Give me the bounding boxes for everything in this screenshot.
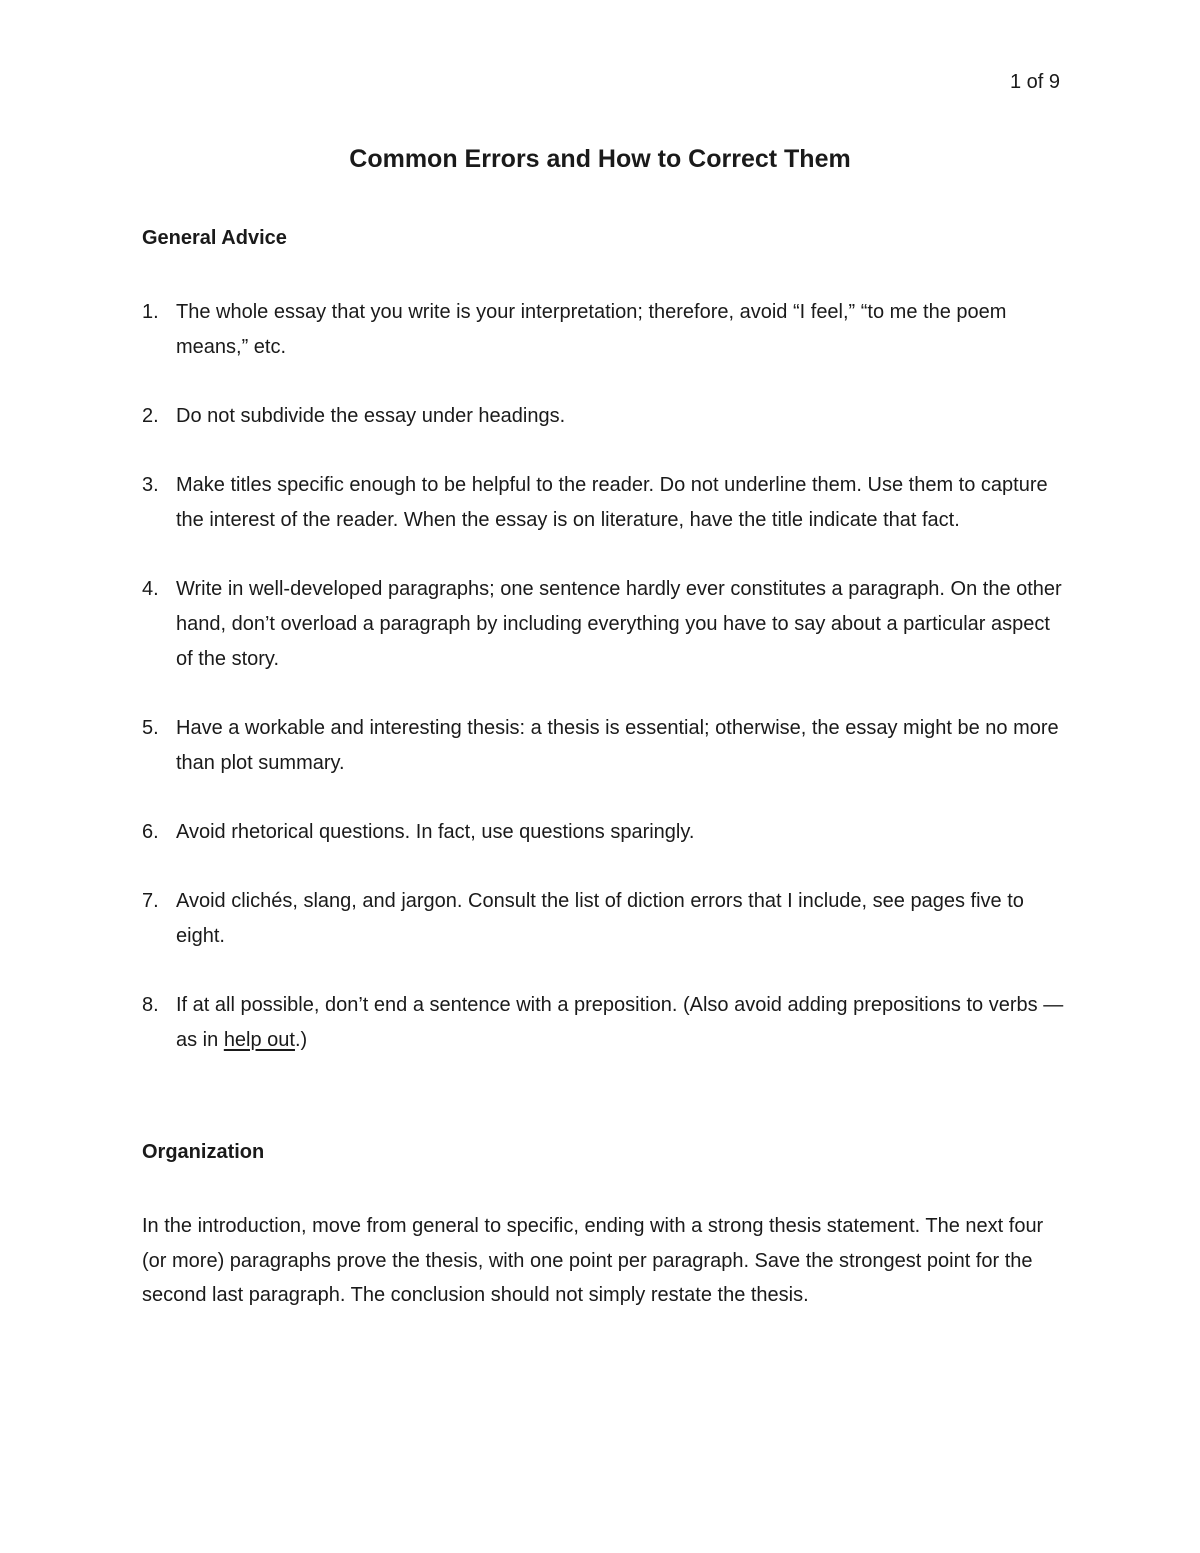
organization-heading: Organization bbox=[142, 1141, 265, 1163]
advice-number: 7. bbox=[142, 890, 159, 912]
document-title: Common Errors and How to Correct Them bbox=[349, 145, 851, 173]
advice-item-8 bbox=[142, 988, 1072, 1058]
advice-text: Write in well-developed paragraphs; one sentence hardly ever constitutes a paragraph. On the other hand, don’t overload a paragraph by including everything you have to say about a particular aspect of the story. bbox=[176, 578, 1062, 670]
advice-number: 1. bbox=[142, 301, 159, 323]
advice-item-3 bbox=[142, 468, 1072, 538]
advice-text: Make titles specific enough to be helpful to the reader. Do not underline them. Use them to capture the interest of the reader. When the essay is on literature, have the title indicate that fact. bbox=[176, 474, 1048, 531]
advice-number: 3. bbox=[142, 474, 159, 496]
page-number: 1 of 9 bbox=[1009, 71, 1060, 93]
advice-number: 6. bbox=[142, 821, 159, 843]
advice-text: Avoid clichés, slang, and jargon. Consult the list of diction errors that I include, see pages five to eight. bbox=[176, 890, 1024, 947]
advice-text: Have a workable and interesting thesis: a thesis is essential; otherwise, the essay might be no more than plot summary. bbox=[176, 717, 1059, 774]
organization-paragraph: In the introduction, move from general to specific, ending with a strong thesis statement. The next four (or more) paragraphs prove the thesis, with one point per paragraph. Save the strongest point for the second last paragraph. The conclusion should not simply restate the thesis. bbox=[142, 1215, 1044, 1306]
advice-text-after: .) bbox=[294, 1029, 308, 1051]
advice-item-7 bbox=[142, 884, 1072, 954]
advice-item-1 bbox=[142, 295, 1072, 365]
general-advice-list bbox=[142, 295, 1072, 1092]
advice-text-before: If at all possible, don’t end a sentence with a preposition. (Also avoid adding prepositions to verbs — as in bbox=[176, 994, 1064, 1051]
advice-number: 4. bbox=[142, 578, 159, 600]
advice-text: The whole essay that you write is your interpretation; therefore, avoid “I feel,” “to me the poem means,” etc. bbox=[176, 301, 1007, 358]
advice-number: 8. bbox=[142, 994, 159, 1016]
general-advice-heading: General Advice bbox=[142, 227, 287, 249]
advice-number: 5. bbox=[142, 717, 159, 739]
advice-item-2 bbox=[142, 399, 1072, 434]
advice-item-6 bbox=[142, 815, 1072, 850]
advice-text: Do not subdivide the essay under headings. bbox=[176, 405, 566, 427]
advice-text bbox=[176, 994, 1063, 1051]
underlined-example: help out bbox=[223, 1029, 295, 1051]
advice-item-5 bbox=[142, 711, 1072, 781]
advice-text: Avoid rhetorical questions. In fact, use questions sparingly. bbox=[176, 821, 695, 843]
advice-number: 2. bbox=[142, 405, 159, 427]
advice-item-4 bbox=[142, 572, 1072, 677]
